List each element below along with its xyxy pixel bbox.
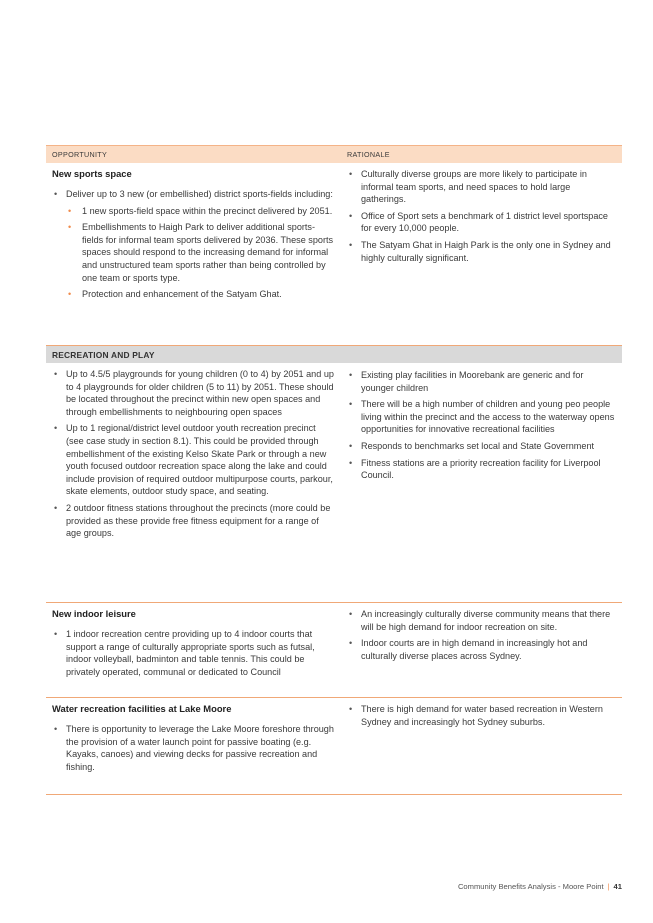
row-water [46,698,622,795]
row-sports [46,163,622,346]
footer-doc-title: Community Benefits Analysis - Moore Point [457,882,604,891]
header-rationale: RATIONALE [347,150,390,159]
list-item: • Embellishments to Haigh Park to deliver additional sports-fields for informal team sports delivered by 2036. These sports spaces should respond to the increasing demand for informal and unstructured team sports rather than being controlled by one team or sports type. [66,221,335,284]
list-item: • There will be a high number of children and young peo people living within the precinct and the access to the waterway opens opportunities for innovative recreational facilities [347,398,616,436]
list-item: • Up to 1 regional/district level outdoor youth recreation precinct (see case study in section 8.1). This could be provided through embellishment of the existing Kelso Skate Park or through a new youth focused outdoor recreation space along the lake and could include provision of required outdoor multipurpose courts, parkour, skate elements, outdoor study space, and seating. [52,422,335,498]
footer-separator: | [607,882,610,891]
recreation-list [52,368,335,540]
header-opportunity: OPPORTUNITY [52,150,108,159]
sports-rationale [341,163,622,345]
list-item: • The Satyam Ghat in Haigh Park is the only one in Sydney and highly culturally significant. [347,239,616,264]
list-item: • Protection and enhancement of the Satyam Ghat. [66,288,335,301]
table-header [46,145,622,163]
sports-rationale-list [347,168,616,264]
list-item: • Up to 4.5/5 playgrounds for young children (0 to 4) by 2051 and up to 4 playgrounds for older children (5 to 11) by 2051. These should be located throughout the precinct within new open spaces and through embellishments to neighbouring open spaces [52,368,335,418]
water-list [52,723,335,773]
sports-bullet-text: Deliver up to 3 new (or embellished) district sports-fields including: [66,189,333,199]
list-item: • Fitness stations are a priority recreation facility for Liverpool Council. [347,457,616,482]
list-item: • There is high demand for water based recreation in Western Sydney and increasingly hot Sydney suburbs. [347,703,616,728]
list-item: • 1 new sports-field space within the precinct delivered by 2051. [66,205,335,218]
list-item [52,188,335,301]
sports-title: New sports space [52,168,132,179]
water-opportunity [46,698,341,794]
sports-list [52,188,335,301]
water-rationale [341,698,622,794]
recreation-opportunity [46,363,341,602]
list-item: • 2 outdoor fitness stations throughout the precincts (more could be provided as these provide free fitness equipment for a range of age groups. [52,502,335,540]
sports-sublist [66,205,335,301]
list-item: • There is opportunity to leverage the Lake Moore foreshore through the provision of a water launch point for passive boating (e.g. Kayaks, canoes) and viewing decks for passive recreation and fishing. [52,723,335,773]
recreation-rationale [341,363,622,602]
list-item: • 1 indoor recreation centre providing up to 4 indoor courts that support a range of culturally appropriate sports such as futsal, indoor volleyball, badminton and table tennis. This could be privately operated, communal or dedicated to Council [52,628,335,678]
sports-opportunity [46,163,341,345]
list-item: • Office of Sport sets a benchmark of 1 district level sportspace for every 10,000 people. [347,210,616,235]
recreation-rationale-list [347,369,616,482]
water-title: Water recreation facilities at Lake Moore [52,703,232,714]
list-item: • Culturally diverse groups are more likely to participate in informal team sports, and need spaces to hold large gatherings. [347,168,616,206]
list-item: • Responds to benchmarks set local and State Government [347,440,616,453]
row-recreation [46,363,622,603]
list-item: • Existing play facilities in Moorebank are generic and for younger children [347,369,616,394]
page-number: 41 [613,882,622,891]
indoor-rationale-list [347,608,616,662]
list-item: • An increasingly culturally diverse community means that there will be high demand for indoor recreation on site. [347,608,616,633]
opportunity-table [46,145,622,795]
water-rationale-list [347,703,616,728]
row-indoor [46,603,622,698]
page-footer [458,882,622,891]
indoor-rationale [341,603,622,697]
indoor-opportunity [46,603,341,697]
indoor-title: New indoor leisure [52,608,136,619]
indoor-list [52,628,335,678]
section-band-recreation: RECREATION AND PLAY [46,346,622,363]
list-item: • Indoor courts are in high demand in increasingly hot and culturally diverse places across Sydney. [347,637,616,662]
